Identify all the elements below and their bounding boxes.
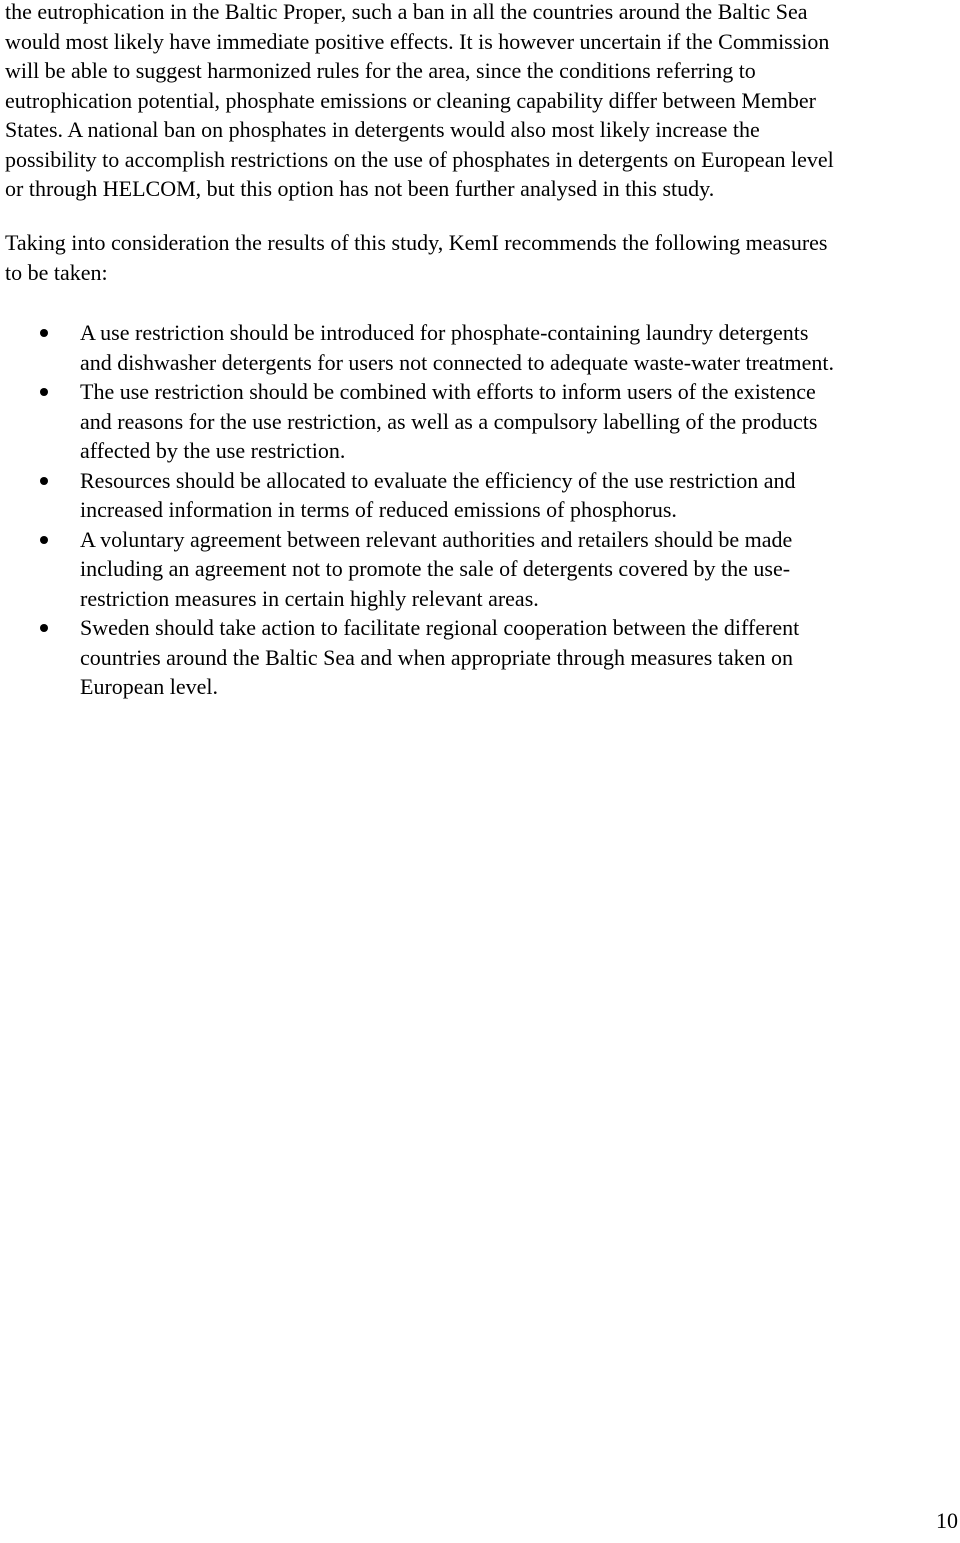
paragraph-recommendations-intro [5, 228, 960, 287]
bullet-icon [40, 477, 48, 485]
text-line: or through HELCOM, but this option has not been further analysed in this study. [5, 176, 715, 201]
text-line: and reasons for the use restriction, as well as a compulsory labelling of the products [80, 408, 818, 434]
text-line: States. A national ban on phosphates in detergents would also most likely increase the [5, 117, 760, 142]
list-item [0, 525, 960, 614]
text-line: Resources should be allocated to evaluate the efficiency of the use restriction and [80, 467, 796, 493]
text-line: including an agreement not to promote the sale of detergents covered by the use- [80, 556, 791, 581]
text-line: eutrophication potential, phosphate emissions or cleaning capability differ between Member [5, 87, 816, 113]
text-line: The use restriction should be combined with efforts to inform users of the existence [80, 379, 816, 404]
text-line: affected by the use restriction. [80, 438, 346, 463]
recommendations-list [0, 318, 960, 702]
paragraph-eutrophication [5, 0, 960, 204]
page-number: 10 [936, 1508, 958, 1533]
text-line: countries around the Baltic Sea and when appropriate through measures taken on [80, 644, 793, 670]
text-line: and dishwasher detergents for users not connected to adequate waste-water treatment. [80, 349, 835, 375]
bullet-icon [40, 536, 48, 544]
list-item [0, 466, 960, 525]
text-line: A use restriction should be introduced for phosphate-containing laundry detergents [80, 320, 809, 345]
text-line: the eutrophication in the Baltic Proper, such a ban in all the countries around the Baltic Sea [5, 0, 808, 24]
text-line: will be able to suggest harmonized rules for the area, since the conditions referring to [5, 58, 756, 83]
text-line: possibility to accomplish restrictions on the use of phosphates in detergents on European level [5, 146, 834, 172]
list-item [0, 613, 960, 702]
text-line: Taking into consideration the results of this study, KemI recommends the following measures [5, 230, 828, 255]
text-line: A voluntary agreement between relevant authorities and retailers should be made [80, 526, 793, 552]
list-item [0, 318, 960, 377]
text-line: Sweden should take action to facilitate regional cooperation between the different [80, 615, 800, 640]
text-line: restriction measures in certain highly relevant areas. [80, 585, 539, 611]
bullet-icon [40, 388, 48, 396]
list-item [0, 377, 960, 466]
text-line: increased information in terms of reduced emissions of phosphorus. [80, 497, 677, 522]
text-line: would most likely have immediate positive effects. It is however uncertain if the Commission [5, 28, 830, 54]
bullet-icon [40, 624, 48, 632]
bullet-icon [40, 329, 48, 337]
text-line: to be taken: [5, 259, 108, 285]
text-line: European level. [80, 674, 219, 699]
